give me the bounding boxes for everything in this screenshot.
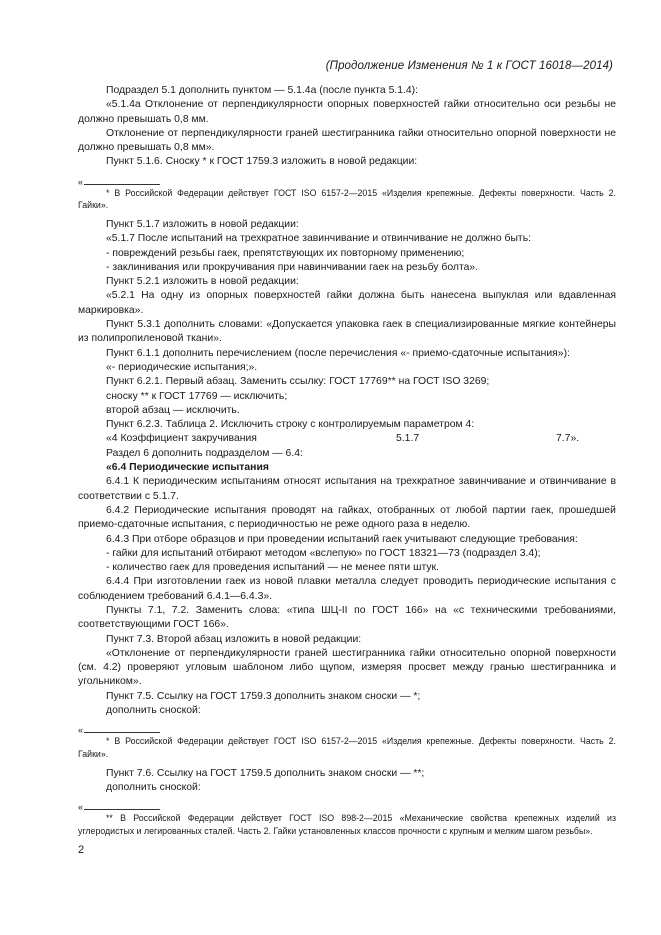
paragraph: сноску ** к ГОСТ 17769 — исключить;	[106, 390, 288, 402]
table-cell: 7.7».	[556, 433, 580, 445]
page-header: (Продолжение Изменения № 1 к ГОСТ 16018—2014)	[325, 60, 613, 72]
table-row	[78, 432, 616, 446]
footnote: ** В Российской Федерации действует ГОСТ ISO 898-2—2015 «Механические свойства крепежных изделий из углеродистых и легированных сталей. Часть 2. Гайки установленных классов прочности с крупным и мелким шагом резьбы».	[78, 813, 616, 836]
paragraph: - заклинивания или прокручивания при навинчивании гаек на резьбу болта».	[106, 261, 479, 273]
table-cell: «4 Коэффициент закручивания	[106, 433, 257, 445]
footnote: * В Российской Федерации действует ГОСТ ISO 6157-2—2015 «Изделия крепежные. Дефекты поверхности. Часть 2. Гайки».	[78, 736, 616, 759]
section-heading: «6.4 Периодические испытания	[106, 462, 269, 474]
paragraph: 6.4.2 Периодические испытания проводят на гайках, отобранных от любой партии гаек, прошедшей приемо-сдаточные испытания, с периодичностью не реже одного раза в неделю.	[78, 504, 616, 531]
paragraph: Пункт 7.5. Ссылку на ГОСТ 1759.3 дополнить знаком сноски — *;	[106, 690, 421, 702]
paragraph: Пункт 7.6. Ссылку на ГОСТ 1759.5 дополнить знаком сноски — **;	[106, 767, 425, 779]
paragraph: Пункты 7.1, 7.2. Заменить слова: «типа ШЦ-II по ГОСТ 166» на «с техническими требованиями, соответствующими ГОСТ 166».	[78, 604, 616, 631]
paragraph: «Отклонение от перпендикулярности граней шестигранника гайки относительно опорной поверхности (см. 4.2) проверяют угловым шаблоном либо щупом, измеряя просвет между гранью шестигранника и угольником».	[78, 647, 616, 688]
paragraph: Раздел 6 дополнить подразделом — 6.4:	[106, 447, 303, 459]
document-body	[78, 84, 616, 837]
paragraph: «5.2.1 На одну из опорных поверхностей гайки должна быть нанесена выпуклая или вдавленная маркировка».	[78, 290, 616, 316]
paragraph: - повреждений резьбы гаек, препятствующих их повторному применению;	[106, 247, 465, 259]
paragraph: Отклонение от перпендикулярности граней шестигранника гайки относительно опорной поверхности не должно превышать 0,8 мм».	[78, 127, 616, 154]
paragraph: Подраздел 5.1 дополнить пунктом — 5.1.4а (после пункта 5.1.4):	[106, 85, 419, 96]
paragraph: Пункт 5.1.6. Сноску * к ГОСТ 1759.3 изложить в новой редакции:	[106, 156, 418, 168]
paragraph: Пункт 6.2.3. Таблица 2. Исключить строку с контролируемым параметром 4:	[106, 419, 475, 431]
footnote-separator: «	[78, 803, 616, 809]
page-number: 2	[78, 844, 85, 856]
paragraph: Пункт 5.1.7 изложить в новой редакции:	[106, 218, 299, 230]
footnote-separator: «	[78, 178, 616, 184]
paragraph: 6.4.3 При отборе образцов и при проведении испытаний гаек учитывают следующие требования:	[106, 533, 578, 545]
paragraph: Пункт 7.3. Второй абзац изложить в новой редакции:	[106, 633, 362, 645]
paragraph: «- периодические испытания;».	[106, 361, 258, 373]
paragraph: дополнить сноской:	[106, 705, 201, 717]
paragraph: «5.1.4а Отклонение от перпендикулярности опорных поверхностей гайки относительно оси резьбы не должно превышать 0,8 мм.	[78, 99, 616, 125]
paragraph: второй абзац — исключить.	[106, 404, 240, 416]
paragraph: «5.1.7 После испытаний на трехкратное завинчивание и отвинчивание не должно быть:	[106, 233, 531, 245]
footnote-separator: «	[78, 726, 616, 732]
paragraph: Пункт 6.1.1 дополнить перечислением (после перечисления «- приемо-сдаточные испытания»):	[106, 347, 570, 359]
footnote: * В Российской Федерации действует ГОСТ ISO 6157-2—2015 «Изделия крепежные. Дефекты поверхности. Часть 2. Гайки».	[78, 187, 616, 211]
paragraph: Пункт 5.2.1 изложить в новой редакции:	[106, 276, 299, 288]
table-cell: 5.1.7	[396, 433, 420, 445]
paragraph: 6.4.1 К периодическим испытаниям относят испытания на трехкратное завинчивание и отвинчивание в соответствии с 5.1.7.	[78, 476, 616, 502]
paragraph: Пункт 5.3.1 дополнить словами: «Допускается упаковка гаек в специализированные мягкие контейнеры из полипропиленовой ткани».	[78, 319, 616, 345]
paragraph: 6.4.4 При изготовлении гаек из новой плавки металла следует проводить периодические испытания с соблюдением требований 6.4.1—6.4.3».	[78, 576, 616, 602]
paragraph: - количество гаек для проведения испытаний — не менее пяти штук.	[106, 562, 439, 574]
paragraph: Пункт 6.2.1. Первый абзац. Заменить ссылку: ГОСТ 17769** на ГОСТ ISO 3269;	[106, 376, 490, 388]
paragraph: дополнить сноской:	[106, 781, 201, 793]
paragraph: - гайки для испытаний отбирают методом «вслепую» по ГОСТ 18321—73 (подраздел 3.4);	[106, 547, 541, 559]
